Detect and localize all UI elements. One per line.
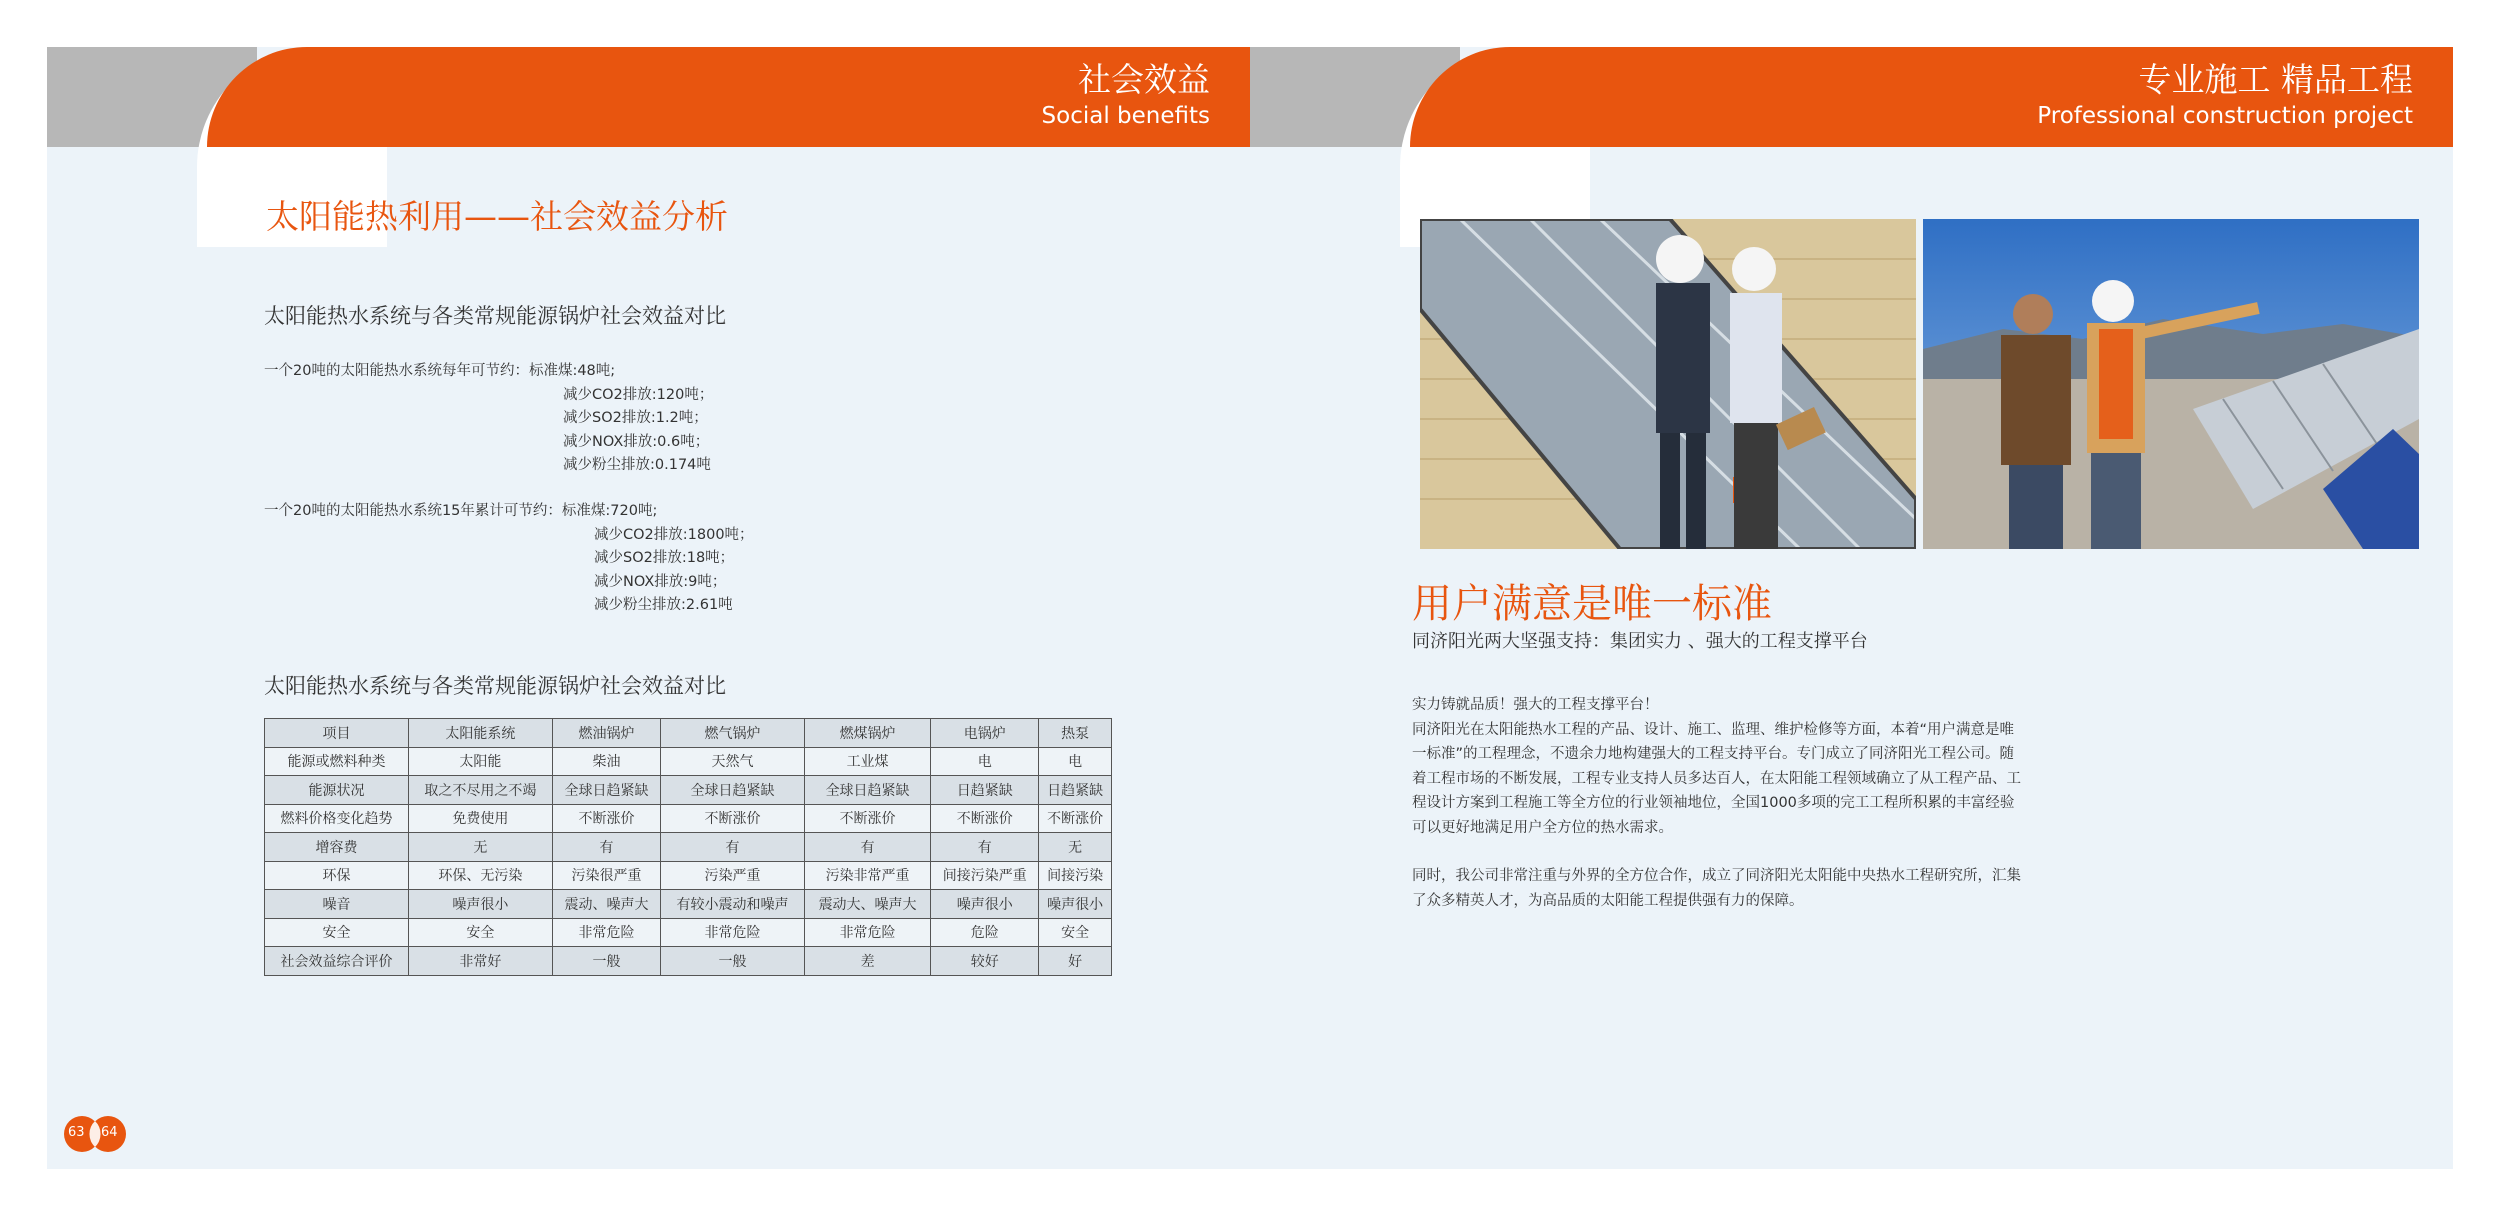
table-cell: 污染非常严重 xyxy=(805,861,931,890)
table-cell: 不断涨价 xyxy=(805,804,931,833)
table-cell: 有 xyxy=(552,833,660,862)
table-cell: 非常危险 xyxy=(805,918,931,947)
table-cell: 非常好 xyxy=(408,947,552,976)
left-header-title-en: Social benefits xyxy=(1041,103,1210,129)
table-cell: 电 xyxy=(931,747,1039,776)
savings-15yr-lead: 一个20吨的太阳能热水系统15年累计可节约：标准煤:720吨; xyxy=(264,503,658,519)
paragraph-line: 了众多精英人才，为高品质的太阳能工程提供强有力的保障。 xyxy=(1412,892,1804,909)
savings-line: 减少粉尘排放:2.61吨 xyxy=(594,597,733,613)
table-row xyxy=(265,918,1112,947)
table-cell: 噪声很小 xyxy=(408,890,552,919)
engineers-solar-panels-photo xyxy=(1420,219,1916,549)
table-cell: 无 xyxy=(408,833,552,862)
savings-line: 减少CO2排放:1800吨； xyxy=(594,526,754,543)
table-header-row xyxy=(265,719,1112,748)
table-cell: 全球日趋紧缺 xyxy=(661,776,805,805)
table-header-cell: 燃煤锅炉 xyxy=(805,719,931,748)
savings-annual-block xyxy=(264,360,713,478)
table-cell: 噪声很小 xyxy=(1039,890,1112,919)
table-cell: 取之不尽用之不竭 xyxy=(408,776,552,805)
table-cell: 好 xyxy=(1039,947,1112,976)
rooftop-inspection-photo xyxy=(1923,219,2419,549)
page-number-right: 64 xyxy=(101,1125,118,1140)
table-cell: 安全 xyxy=(265,918,409,947)
right-header-title-en: Professional construction project xyxy=(2037,103,2413,129)
table-cell: 间接污染严重 xyxy=(931,861,1039,890)
table-cell: 电 xyxy=(1039,747,1112,776)
table-cell: 安全 xyxy=(408,918,552,947)
paragraph-line: 着工程市场的不断发展，工程专业支持人员多达百人，在太阳能工程领域确立了从工程产品、工 xyxy=(1412,770,2021,787)
table-cell: 能源状况 xyxy=(265,776,409,805)
left-main-title: 太阳能热利用——社会效益分析 xyxy=(266,197,728,236)
right-header-titles xyxy=(2037,59,2413,131)
right-paragraph-1 xyxy=(1412,693,2062,840)
table-cell: 不断涨价 xyxy=(661,804,805,833)
table-cell: 不断涨价 xyxy=(931,804,1039,833)
table-cell: 震动、噪声大 xyxy=(552,890,660,919)
table-header-cell: 热泵 xyxy=(1039,719,1112,748)
table-cell: 一般 xyxy=(661,947,805,976)
table-cell: 无 xyxy=(1039,833,1112,862)
table-cell: 不断涨价 xyxy=(552,804,660,833)
table-row xyxy=(265,833,1112,862)
table-cell: 日趋紧缺 xyxy=(1039,776,1112,805)
table-row xyxy=(265,747,1112,776)
table-cell: 噪音 xyxy=(265,890,409,919)
paragraph-line: 一标准”的工程理念，不遗余力地构建强大的工程支持平台。专门成立了同济阳光工程公司。随 xyxy=(1412,746,2015,762)
table-cell: 太阳能 xyxy=(408,747,552,776)
table-cell: 日趋紧缺 xyxy=(931,776,1039,805)
table-cell: 差 xyxy=(805,947,931,976)
table-cell: 一般 xyxy=(552,947,660,976)
table-cell: 增容费 xyxy=(265,833,409,862)
paragraph-line: 同时，我公司非常注重与外界的全方位合作，成立了同济阳光太阳能中央热水工程研究所，汇集 xyxy=(1412,868,2021,884)
right-header-title-zh: 专业施工 精品工程 xyxy=(2138,60,2413,99)
savings-line: 减少SO2排放:1.2吨； xyxy=(563,410,708,426)
table-cell: 燃料价格变化趋势 xyxy=(265,804,409,833)
left-header-titles xyxy=(1042,59,1210,131)
paragraph-line: 同济阳光在太阳能热水工程的产品、设计、施工、监理、维护检修等方面，本着“用户满意是唯 xyxy=(1412,721,2015,738)
paragraph-line: 可以更好地满足用户全方位的热水需求。 xyxy=(1412,819,1673,836)
table-cell: 震动大、噪声大 xyxy=(805,890,931,919)
table-cell: 环保、无污染 xyxy=(408,861,552,890)
savings-annual-lines xyxy=(264,384,713,478)
left-header-band xyxy=(47,47,1250,147)
paragraph-line: 实力铸就品质！强大的工程支撑平台！ xyxy=(1412,697,1659,713)
table-cell: 免费使用 xyxy=(408,804,552,833)
table-cell: 不断涨价 xyxy=(1039,804,1112,833)
table-cell: 柴油 xyxy=(552,747,660,776)
table-cell: 有 xyxy=(661,833,805,862)
table-cell: 社会效益综合评价 xyxy=(265,947,409,976)
table-cell: 有 xyxy=(805,833,931,862)
table-cell: 全球日趋紧缺 xyxy=(805,776,931,805)
table-cell: 安全 xyxy=(1039,918,1112,947)
table-row xyxy=(265,804,1112,833)
table-cell: 非常危险 xyxy=(661,918,805,947)
table-row xyxy=(265,890,1112,919)
table-cell: 间接污染 xyxy=(1039,861,1112,890)
savings-line: 减少NOX排放:0.6吨； xyxy=(563,433,710,450)
table-header-cell: 燃气锅炉 xyxy=(661,719,805,748)
comparison-table xyxy=(264,718,1112,976)
left-header-title-zh: 社会效益 xyxy=(1078,60,1210,99)
page-number-left: 63 xyxy=(68,1125,85,1140)
table-header-cell: 燃油锅炉 xyxy=(552,719,660,748)
table-cell: 危险 xyxy=(931,918,1039,947)
right-header-band xyxy=(1250,47,2453,147)
savings-15yr-block xyxy=(264,500,754,618)
savings-line: 减少NOX排放:9吨； xyxy=(594,573,727,590)
savings-annual-lead: 一个20吨的太阳能热水系统每年可节约：标准煤:48吨; xyxy=(264,363,616,379)
table-cell: 非常危险 xyxy=(552,918,660,947)
savings-15yr-lines xyxy=(264,524,754,618)
table-cell: 污染严重 xyxy=(661,861,805,890)
table-header-cell: 项目 xyxy=(265,719,409,748)
table-header-cell: 太阳能系统 xyxy=(408,719,552,748)
table-cell: 较好 xyxy=(931,947,1039,976)
right-main-title: 用户满意是唯一标准 xyxy=(1412,581,1772,627)
savings-line: 减少SO2排放:18吨； xyxy=(594,550,735,566)
right-paragraph-2 xyxy=(1412,864,2062,913)
table-cell: 天然气 xyxy=(661,747,805,776)
section2-title: 太阳能热水系统与各类常规能源锅炉社会效益对比 xyxy=(264,674,726,698)
table-cell: 噪声很小 xyxy=(931,890,1039,919)
table-cell: 能源或燃料种类 xyxy=(265,747,409,776)
savings-line: 减少粉尘排放:0.174吨 xyxy=(563,457,711,473)
paragraph-line: 程设计方案到工程施工等全方位的行业领袖地位，全国1000多项的完工工程所积累的丰富经验 xyxy=(1412,795,2015,811)
table-row xyxy=(265,776,1112,805)
table-row xyxy=(265,861,1112,890)
table-cell: 有较小震动和噪声 xyxy=(661,890,805,919)
table-cell: 有 xyxy=(931,833,1039,862)
page-number-badge xyxy=(63,1115,129,1153)
table-cell: 污染很严重 xyxy=(552,861,660,890)
table-cell: 全球日趋紧缺 xyxy=(552,776,660,805)
table-header-cell: 电锅炉 xyxy=(931,719,1039,748)
table-cell: 工业煤 xyxy=(805,747,931,776)
savings-line: 减少CO2排放:120吨； xyxy=(563,386,714,403)
section1-title: 太阳能热水系统与各类常规能源锅炉社会效益对比 xyxy=(264,304,726,328)
table-row xyxy=(265,947,1112,976)
table-cell: 环保 xyxy=(265,861,409,890)
right-subtitle: 同济阳光两大坚强支持：集团实力 、强大的工程支撑平台 xyxy=(1412,631,1868,652)
